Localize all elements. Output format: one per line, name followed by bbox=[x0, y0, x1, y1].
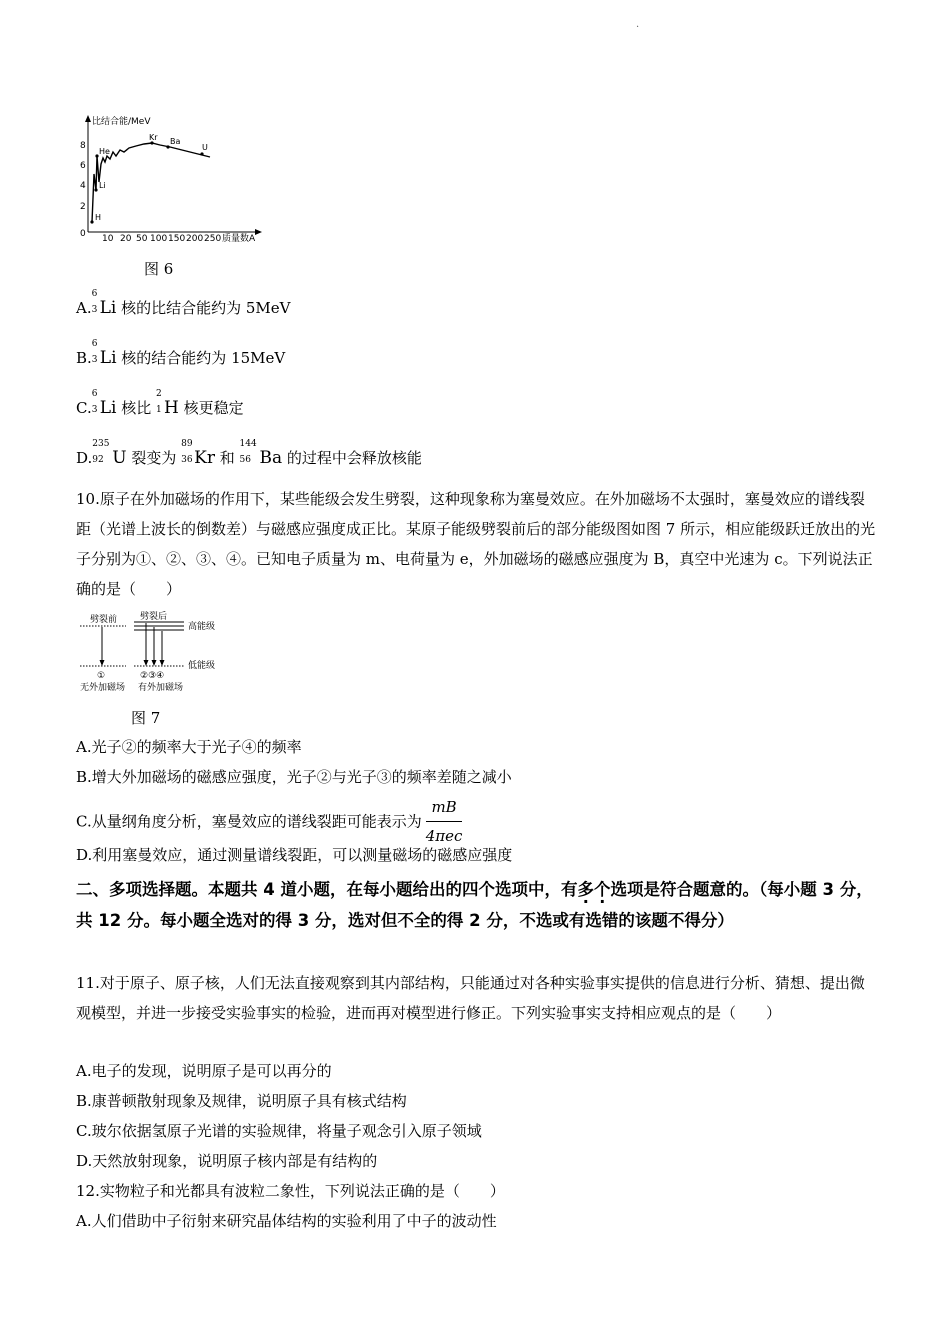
x-tick-150: 150 bbox=[168, 234, 186, 242]
x-axis-arrow bbox=[255, 229, 262, 235]
x-tick-50: 50 bbox=[136, 234, 148, 242]
no-field-label: 无外加磁场 bbox=[80, 683, 126, 693]
x-tick-100: 100 bbox=[150, 234, 168, 242]
q11-option-c: C.玻尔依据氢原子光谱的实验规律，将量子观念引入原子领域 bbox=[76, 1122, 482, 1140]
arrow-1-head bbox=[100, 660, 105, 666]
he-label: He bbox=[99, 147, 110, 156]
q12-option-a: A.人们借助中子衍射来研究晶体结构的实验利用了中子的波动性 bbox=[76, 1212, 497, 1230]
li-point bbox=[94, 188, 97, 191]
q10-option-b: B.增大外加磁场的磁感应强度，光子②与光子③的频率差随之减小 bbox=[76, 768, 512, 786]
q9-option-c: C. 6 3 Li 核比 2 1 H 核更稳定 bbox=[76, 389, 244, 418]
y-tick-8: 8 bbox=[80, 141, 86, 151]
x-tick-200: 200 bbox=[186, 234, 204, 242]
nuclide-li6: 6 3 Li bbox=[91, 389, 117, 418]
y-axis-label: 比结合能/MeV bbox=[92, 117, 151, 127]
section-2-heading: 二、多项选择题。本题共 4 道小题，在每小题给出的四个选项中，有多个选项是符合题意的。（每小题 3 分，共 12 分。每小题全选对的得 3 分，选对但不全的得 2 分，不选或有选错的该题不得分） bbox=[76, 880, 873, 930]
h-point bbox=[90, 220, 93, 223]
arrow-4-head bbox=[160, 660, 165, 666]
nuclide-li6: 6 3 Li bbox=[91, 289, 117, 318]
figure-6-caption: 图 6 bbox=[144, 260, 174, 278]
q10-option-a: A.光子②的频率大于光子④的频率 bbox=[76, 738, 302, 756]
y-tick-0: 0 bbox=[80, 229, 86, 239]
x-axis-label: 质量数A bbox=[222, 234, 256, 242]
y-tick-4: 4 bbox=[80, 181, 86, 191]
page-mark: · bbox=[636, 22, 640, 33]
before-label: 劈裂前 bbox=[90, 615, 118, 625]
u-point bbox=[200, 152, 203, 155]
nuclide-li6: 6 3 Li bbox=[91, 339, 117, 368]
with-field-label: 有外加磁场 bbox=[138, 683, 184, 693]
y-axis-arrow bbox=[85, 115, 91, 122]
q11-option-a: A.电子的发现，说明原子是可以再分的 bbox=[76, 1062, 332, 1080]
nuclide-h2: 2 1 H bbox=[156, 389, 179, 418]
q10-option-d: D.利用塞曼效应，通过测量谱线裂距，可以测量磁场的磁感应强度 bbox=[76, 846, 513, 864]
q9-option-d: D. 235 92 U 裂变为 89 36 Kr 和 144 56 Ba 的过程中会释放核能 bbox=[76, 439, 422, 468]
ba-label: Ba bbox=[170, 137, 181, 146]
q9-option-a: A. 6 3 Li 核的比结合能约为 5MeV bbox=[76, 289, 291, 318]
h-label: H bbox=[95, 213, 102, 222]
arrow-2-head bbox=[144, 660, 149, 666]
kr-label: Kr bbox=[149, 133, 158, 142]
q10-option-c: C.从量纲角度分析，塞曼效应的谱线裂距可能表示为 $\frac{mB}{\text{4πec}}$ bbox=[76, 795, 462, 848]
q11-option-b: B.康普顿散射现象及规律，说明原子具有核式结构 bbox=[76, 1092, 407, 1110]
y-tick-6: 6 bbox=[80, 161, 86, 171]
x-tick-250: 250 bbox=[204, 234, 222, 242]
q11-stem: 11.对于原子、原子核，人们无法直接观察到其内部结构，只能通过对各种实验事实提供的信息进行分析、猜想、提出微观模型，并进一步接受实验事实的检验，进而再对模型进行修正。下列实验事实支持相应观点的是（ ） bbox=[76, 974, 865, 1022]
li-label: Li bbox=[99, 181, 106, 190]
x-tick-10: 10 bbox=[102, 234, 114, 242]
figure-7-energy-level-diagram bbox=[76, 610, 236, 698]
y-tick-2: 2 bbox=[80, 202, 86, 212]
u-label: U bbox=[202, 143, 208, 152]
q9-option-b: B. 6 3 Li 核的结合能约为 15MeV bbox=[76, 339, 286, 368]
photon-234-label: ②③④ bbox=[140, 671, 165, 681]
x-tick-20: 20 bbox=[120, 234, 132, 242]
q11-option-d: D.天然放射现象，说明原子核内部是有结构的 bbox=[76, 1152, 378, 1170]
figure-7-caption: 图 7 bbox=[131, 709, 161, 727]
zeeman-fraction: $\frac{mB}{\text{4πec}}$ bbox=[426, 795, 463, 848]
nuclide-ba144: 144 56 Ba bbox=[239, 439, 283, 468]
after-label: 劈裂后 bbox=[140, 612, 168, 622]
nuclide-u235: 235 92 U bbox=[92, 439, 127, 468]
q12-stem: 12.实物粒子和光都具有波粒二象性，下列说法正确的是（ ） bbox=[76, 1182, 505, 1200]
q10-stem: 10.原子在外加磁场的作用下，某些能级会发生劈裂，这种现象称为塞曼效应。在外加磁场不太强时，塞曼效应的谱线裂距（光谱上波长的倒数差）与磁感应强度成正比。某原子能级劈裂前后的部分能级图如图 7 所示，相应能级跃迁放出的光子分别为①、②、③、④。已知电子质量为 m、电荷量为 e，外加磁场的磁感应强度为 B，真空中光速为 c。下列说法正确的是（ ） bbox=[76, 490, 876, 598]
low-level-label: 低能级 bbox=[188, 661, 216, 671]
figure-6-binding-energy-chart bbox=[74, 112, 264, 242]
photon-1-label: ① bbox=[97, 671, 106, 681]
arrow-3-head bbox=[152, 660, 157, 666]
high-level-label: 高能级 bbox=[188, 622, 216, 632]
nuclide-kr89: 89 36 Kr bbox=[181, 439, 215, 468]
